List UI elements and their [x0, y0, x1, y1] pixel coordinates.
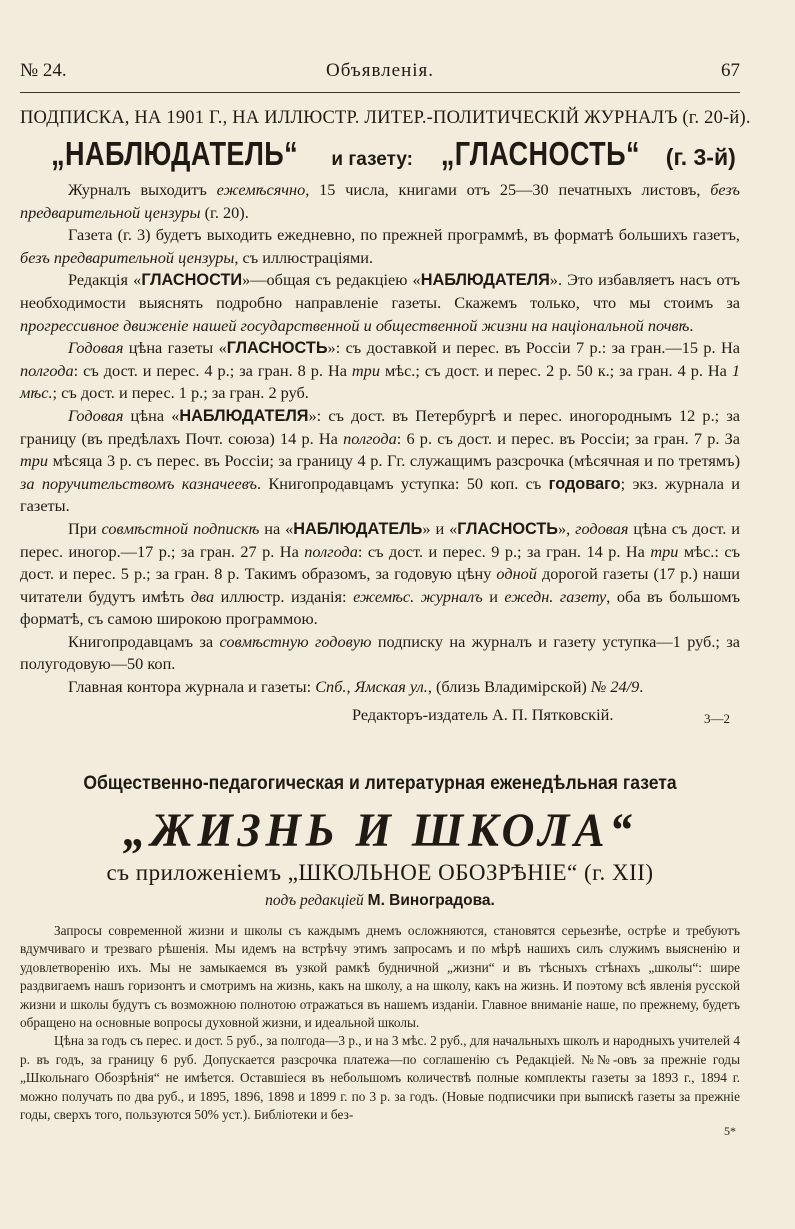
paragraph: При совмѣстной подпискѣ на «НАБЛЮДАТЕЛЬ» и «ГЛАСНОСТЬ», годовая цѣна съ дост. и перес. иногор.—17 р.; за гран. 27 р. На полгода: съ дост. и перес. 9 р.; за гран. 14 р. На три мѣс.: съ дост. и перес. 5 р.; за гран. 8 р. Такимъ образомъ, за годовую цѣну одной дорогой газеты (17 р.) наши читатели будутъ имѣть два иллюстр. изданія: ежемѣс. журналъ и ежедн. газету, оба въ большомъ форматѣ, съ самою широкою программою. [20, 518, 741, 629]
ad2-headline: Общественно-педагогическая и литературная еженедѣльная газета [83, 772, 677, 794]
ad2-body [20, 922, 740, 1124]
masthead-glasnost: „ГЛАСНОСТЬ“ [440, 135, 640, 172]
masthead-and: и газету: [331, 149, 414, 170]
paragraph: Годовая цѣна газеты «ГЛАСНОСТЬ»: съ доставкой и перес. въ Россіи 7 р.: за гран.—15 р. На полгода: съ дост. и перес. 4 р.; за гран. 8 р. На три мѣс.; съ дост. и перес. 2 р. 50 к.; за гран. 4 р. На 1 мѣс.; съ дост. и перес. 1 р.; за гран. 2 руб. [20, 338, 740, 403]
masthead-year: (г. 3-й) [665, 144, 736, 170]
editor-prefix: подъ редакціей [265, 892, 364, 909]
signature-mark: 5* [724, 1124, 736, 1139]
issue-number: № 24. [20, 60, 67, 81]
paragraph: Запросы современной жизни и школы съ каждымъ днемъ осложняются, становятся серьезнѣе, острѣе и требуютъ вдумчиваго и трезваго рѣшенія. Мы идемъ на встрѣчу этимъ запросамъ и по мѣрѣ нашихъ силъ служимъ выясненію и удовлетворенію ихъ. Мы не замыкаемся въ узкой рамкѣ будничной „жизни“ и въ тѣсныхъ стѣнахъ „школы“: шире раздвигаемъ нашъ горизонтъ и смотримъ на жизнь, какъ на школу, а на школу, какъ на жизнь. И поэтому всѣ явленія русской жизни и школы будутъ съ возможною полнотою отражаться въ нашемъ изданіи. Главное вниманіе наше, по прежнему, будетъ обращено на основные вопросы духовной жизни, и идеальной школы. [20, 923, 740, 1031]
page-header [20, 60, 740, 88]
header-rule [20, 92, 740, 93]
ad1-body [20, 179, 740, 699]
masthead [20, 135, 740, 173]
ad2-masthead: „ЖИЗНЬ И ШКОЛА“ [123, 804, 637, 857]
editor-name: М. Виноградова. [367, 892, 495, 909]
masthead-nablyudatel: „НАБЛЮДАТЕЛЬ“ [51, 135, 299, 172]
subscription-subhead: ПОДПИСКА, НА 1901 Г., НА ИЛЛЮСТР. ЛИТЕР.-ПОЛИТИЧЕСКІЙ ЖУРНАЛЪ (г. 20-й). [20, 108, 751, 128]
paragraph: Редакція «ГЛАСНОСТИ»—общая съ редакціею «НАБЛЮДАТЕЛЯ». Это избавляетъ насъ отъ необходимости выяснять подробно направленіе газеты. Скажемъ только, что мы стоимъ за прогрессивное движеніе нашей государственной и общественной жизни на національной почвѣ. [20, 270, 741, 335]
ad2-supplement: съ приложеніемъ „ШКОЛЬНОЕ ОБОЗРѢНІЕ“ (г. XII) [106, 860, 654, 885]
signature-line [20, 705, 740, 727]
advertisement-nablyudatel [20, 108, 751, 727]
section-title: Объявленія. [325, 60, 435, 81]
insertion-mark: 3—2 [704, 710, 730, 726]
page-number: 67 [721, 60, 740, 81]
paragraph: Главная контора журнала и газеты: Спб., Ямская ул., (близь Владимірской) № 24/9. [68, 677, 644, 697]
ad2-editor [20, 892, 740, 910]
paragraph: Цѣна за годъ съ перес. и дост. 5 руб., за полгода—3 р., и на 3 мѣс. 2 руб., для начальныхъ школъ и народныхъ учителей 4 р. въ годъ, за границу 6 руб. Допускается разсрочка платежа—по соглашенію съ Редакціей. №№-овъ за прежніе годы „Школьнаго Обозрѣнія“ не имѣется. Оставшіеся въ небольшомъ количествѣ полные комплекты газеты за 1893 г., 1894 г. можно получать по два руб., и 1895, 1896, 1898 и 1899 г. по 3 р. за годъ. (Новые подписчики при выпискѣ газеты за прежніе годы, сверхъ того, пользуются 50% уст.). Библіотеки и без- [20, 1033, 740, 1123]
paragraph: Книгопродавцамъ за совмѣстную годовую подписку на журналъ и газету уступка—1 руб.; за полугодовую—50 коп. [20, 631, 740, 674]
paragraph: Годовая цѣна «НАБЛЮДАТЕЛЯ»: съ дост. въ Петербургѣ и перес. иногороднымъ 12 р.; за границу (въ предѣлахъ Почт. союза) 14 р. На полгода: 6 р. съ дост. и перес. въ Россіи; за гран. 7 р. За три мѣсяца 3 р. съ перес. въ Россіи; за границу 4 р. Гг. служащимъ разсрочка (мѣсячная и по третямъ) за поручительствомъ казначеевъ. Книгопродавцамъ уступка: 50 коп. съ годоваго; экз. журнала и газеты. [20, 405, 740, 516]
advertisement-zhizn-i-shkola [20, 772, 740, 1139]
paragraph: Газета (г. 3) будетъ выходить ежедневно, по прежней программѣ, въ форматѣ большихъ газетъ, безъ предварительной цензуры, съ иллюстраціями. [20, 225, 740, 267]
editor-signature: Редакторъ-издатель А. П. Пятковскій. [352, 704, 614, 724]
paragraph: Журналъ выходитъ ежемѣсячно, 15 числа, книгами отъ 25—30 печатныхъ листовъ, безъ предварительной цензуры (г. 20). [20, 180, 740, 222]
